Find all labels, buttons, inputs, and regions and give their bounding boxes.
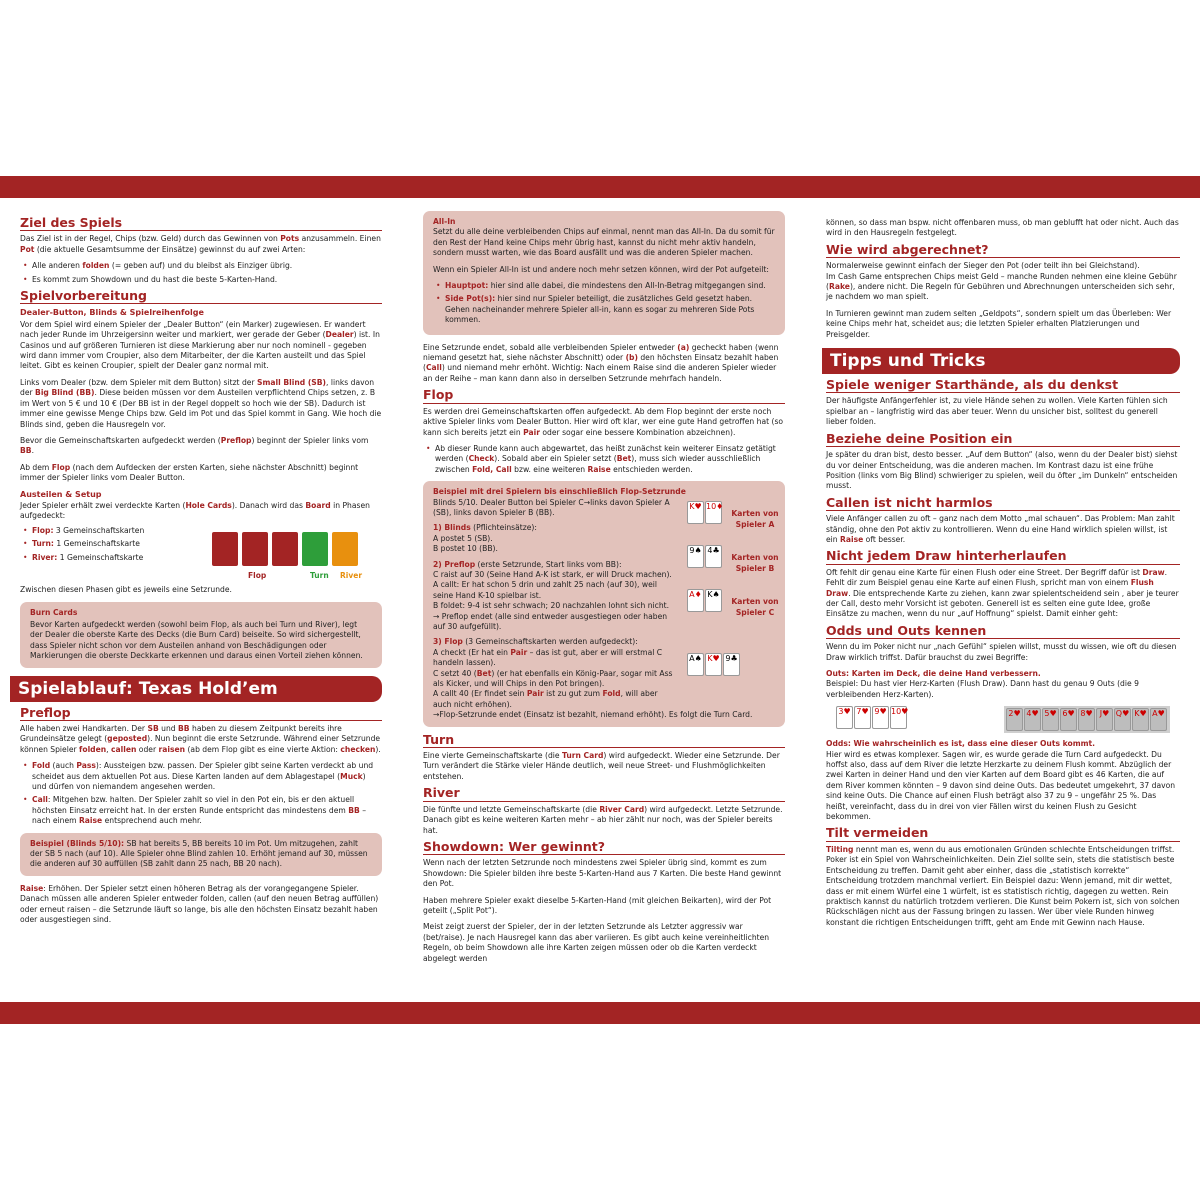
playing-card: 10♥ [890,706,907,729]
step-preflop: 2) Preflop (erste Setzrunde, Start links vom BB): [433,559,622,569]
phase-cards [212,532,382,581]
flop-card [242,532,268,566]
outs-cards [836,706,1170,733]
step-line: →Flop-Setzrunde endet (Einsatz ist bezahlt, niemand erhöht). Es folgt die Turn Card. [433,710,753,720]
turn-card [302,532,328,566]
hand-a-label: Karten von Spieler A [731,509,779,529]
hand-c-label: Karten von Spieler C [731,597,779,617]
heading-vorbereitung: Spielvorbereitung [20,291,382,304]
playing-card: 2♥ [1006,708,1023,731]
tipp-1-text: Der häufigste Anfängerfehler ist, zu viele Hände sehen zu wollen. Viele Karten fühlen sich spielbar an – langfristig wird das aber teuer. Wenn du unsicher bist, solltest du generell lieber folden. [826,396,1168,427]
all-in-box [423,211,785,335]
list-item: • Es kommt zum Showdown und du hast die beste 5-Karten-Hand. [20,275,382,285]
flop-text: Es werden drei Gemeinschaftskarten offen aufgedeckt. Ab dem Flop beginnt der erste noch aktive Spieler links vom Dealer Button. Hier wird oft klar, wer eine gute Hand getroffen hat (so kann sich bereits jetzt ein Pair oder sogar eine bessere Kombination abzeichnen). [423,406,784,437]
heading-tipp-1: Spiele weniger Starthände, als du denkst [826,380,1180,393]
burn-cards-text: Bevor Karten aufgedeckt werden (sowohl beim Flop, als auch bei Turn und River), legt der Dealer die oberste Karte des Decks (die Burn Card) beiseite. So wird sichergestellt, dass Spieler nicht schon vor dem Austeilen anhand von Beschädigungen oder Markierungen die oberste Deckkarte erkennen und daraus einen Vorteil ziehen können. [30,619,363,661]
hand-a [687,501,723,524]
list-item: • River: 1 Gemeinschaftskarte [20,553,206,563]
step-line: A callt: Er hat schon 5 drin und zahlt 25 nach (auf 30), weil seine Hand K-10 spielbar ist. [433,580,657,600]
raise-text: Raise: Erhöhen. Der Spieler setzt einen höheren Betrag als der vorangegangene Spieler. Danach müssen alle anderen Spieler entweder folden, callen (auf den neuen Betrag auffüllen) oder erneut raisen – die Setzrunde läuft so lange, bis alle den höchsten Einsatz bezahlt haben oder ausgestiegen sind. [20,883,379,925]
playing-card: A♠ [687,653,704,676]
playing-card: 7♥ [854,706,871,729]
step-flop: 3) Flop (3 Gemeinschaftskarten werden aufgedeckt): [433,637,638,647]
all-in-title: All-In [433,217,456,226]
tipp-5-text: Wenn du im Poker nicht nur „nach Gefühl“ spielen willst, musst du wissen, wie oft du diesen Draw wirklich triffst. Dafür brauchst du zwei Begriffe: [826,642,1177,662]
step-line: B foldet: 9-4 ist sehr schwach; 20 nachzahlen lohnt sich nicht. [433,601,670,611]
flop-label: Flop [248,571,267,581]
tipp-3-text: Viele Anfänger callen zu oft – ganz nach dem Motto „mal schauen“. Das Problem: Man zahlt ständig, ohne den Pot aktiv zu kontrollieren. Wenn du eine Hand wirklich spielen willst, ist ein Raise oft besser. [826,514,1175,544]
river-text: Die fünfte und letzte Gemeinschaftskarte (die River Card) wird aufgedeckt. Letzte Setzrunde. Danach gibt es keine weiteren Karten mehr – ab hier zählt nur noch, was der Spieler bereits hat. [423,804,783,835]
turn-text: Eine vierte Gemeinschaftskarte (die Turn Card) wird aufgedeckt. Wieder eine Setzrunde. Der Turn verändert die Stärke vieler Hände deutlich, weil neue Street- und Flushmöglichkeiten entstehen. [423,751,780,781]
river-card [332,532,358,566]
playing-card: 4♣ [705,545,722,568]
playing-card: A♥ [1150,708,1167,731]
aktionen-list [20,761,382,826]
hand-b-label: Karten von Spieler B [731,553,779,573]
flop-card [212,532,238,566]
list-item: • Turn: 1 Gemeinschaftskarte [20,539,206,549]
austeilen-text: Jeder Spieler erhält zwei verdeckte Karten (Hole Cards). Danach wird das Board in Phasen aufgedeckt: [20,500,370,521]
tipp-6-text: Tilting nennt man es, wenn du aus emotionalen Gründen schlechte Entscheidungen triffst. Poker ist ein Spiel von Wahrscheinlichkeiten. Dein Ziel sollte sein, stets die statistisch beste Entscheidung zu treffen. Damit geht aber einher, dass die „statistisch korrekte“ Entscheidung trotzdem manchmal verliert. Ein Beispiel dazu: Wenn jemand, mit dir wettet, dass er mit einem Würfel eine 1 würfelt, ist es statistisch richtig, dagegen zu wetten. Rein praktisch kannst du natürlich trotzdem verlieren. Die Kunst beim Pokern ist, sich von solchen Rückschlägen nicht aus der Fassung bringen zu lassen. Wer über viele Runden hinweg konstant die richtigen Entscheidungen trifft, geht am Ende mit Gewinn nach Hause. [826,844,1180,927]
column-2 [423,211,785,970]
example-title: Beispiel mit drei Spielern bis einschließlich Flop-Setzrunde [433,487,686,497]
zwischen-text: Zwischen diesen Phasen gibt es jeweils eine Setzrunde. [20,585,232,595]
playing-card: 8♥ [1078,708,1095,731]
column-1 [20,212,382,932]
odds-title: Odds: Wie wahrscheinlich es ist, dass eine dieser Outs kommt. [826,739,1096,749]
step-line: A postet 5 (SB). [433,533,493,543]
subheading-dealer: Dealer-Button, Blinds & Spielreihenfolge [20,308,204,318]
flop-start-text: Ab dem Flop (nach dem Aufdecken der ersten Karten, siehe nächster Abschnitt) beginnt immer der Spieler links vom Dealer Button. [20,462,359,483]
list-item: • Flop: 3 Gemeinschaftskarten [20,526,206,536]
list-item: • Side Pot(s): hier sind nur Spieler beteiligt, die zusätzliches Geld gesetzt haben. Gehen nacheinander mehrere Spieler all-in, kann es sogar zu mehreren Side Pots kommen. [433,294,775,325]
step-blinds: 1) Blinds (Pflichteinsätze): [433,523,537,533]
ziel-list [20,261,382,285]
phase-list [20,526,206,566]
heading-flop: Flop [423,390,785,403]
turn-label: Turn [310,571,329,581]
playing-card: 9♣ [723,653,740,676]
outs-set [1004,706,1170,733]
playing-card: 4♥ [1024,708,1041,731]
heading-abrechnung: Wie wird abgerechnet? [826,245,1180,258]
heading-ziel: Ziel des Spiels [20,218,382,231]
all-in-text: Setzt du alle deine verbleibenden Chips auf einmal, nennt man das All-In. Da du somit für den Rest der Hand keine Chips mehr übrig hast, kannst du nicht mehr aktiv handeln, sondern musst warten, wie das Board ausfällt und was die anderen Spieler machen. [433,227,775,258]
continued-text: können, so dass man bspw. nicht offenbaren muss, ob man geblufft hat oder nicht. Auch das wird in den Hausregeln festgelegt. [826,218,1179,238]
check-list [423,444,785,475]
playing-card: 10♦ [705,501,722,524]
playing-card: 3♥ [836,706,853,729]
outs-title: Outs: Karten im Deck, die deine Hand verbessern. [826,669,1041,678]
playing-card: 9♠ [687,545,704,568]
board-cards [687,653,741,676]
phases-block [20,526,382,581]
showdown-text-1: Wenn nach der letzten Setzrunde noch mindestens zwei Spieler übrig sind, kommt es zum Showdown: Die Spieler bilden ihre beste 5-Karten-Hand aus 7 Karten. Die beste Hand gewinnt den Pot. [423,858,782,889]
pot-list [433,281,775,326]
tipp-2-text: Je später du dran bist, desto besser. „Auf dem Button“ (also, wenn du der Dealer bist) siehst du vor deiner Entscheidung, was die anderen machen. Im Kontrast dazu ist eine frühe Position (links vom Big Blind) schwieriger zu spielen, weil du öfter „im Dunkeln“ entscheiden musst. [826,450,1178,491]
playing-card: K♥ [687,501,704,524]
list-item: • Hauptpot: hier sind alle dabei, die mindestens den All-In-Betrag mitgegangen sind. [433,281,775,291]
playing-card: Q♥ [1114,708,1131,731]
top-band [0,176,1200,198]
ziel-text: Das Ziel ist in der Regel, Chips (bzw. Geld) durch das Gewinnen von Pots anzusammeln. Einen Pot (die aktuelle Gesamtsumme der Einsätze) gewinnst du auf zwei Arten: [20,234,381,254]
step-line: A checkt (Er hat ein Pair – das ist gut, aber er will erstmal C handeln lassen). [433,647,663,668]
heading-tipp-3: Callen ist nicht harmlos [826,498,1180,511]
playing-card: J♥ [1096,708,1113,731]
list-item: • Alle anderen folden (= geben auf) und du bleibst als Einziger übrig. [20,261,382,271]
step-line: C setzt 40 (Bet) (er hat ebenfalls ein König-Paar, sogar mit Ass als Kicker, und will Chips in den Pot bringen). [433,668,673,689]
heading-tipp-2: Beziehe deine Position ein [826,434,1180,447]
odds-text: Hier wird es etwas komplexer. Sagen wir, es wurde gerade die Turn Card aufgedeckt. Du hoffst also, dass auf dem River die letzte Herzkarte zu deinem Flush kommt. Abzüglich der zwei Karten in deiner Hand und den vier Karten auf dem Board gibt es 46 Karten, die auf dem River kommen könnten – 9 davon sind deine Outs. Das bedeutet umgekehrt, 37 davon sind keine Outs. Die Chance auf einen Flush beträgt also 37 zu 9 – ungefähr 25 %. Das heißt, vereinfacht, dass du in drei von vier Fällen wirst du keinen Flush zu Gesicht bekommen. [826,749,1176,822]
spielablauf-banner: Spielablauf: Texas Hold’em [10,676,382,702]
setzrunde-text: Eine Setzrunde endet, sobald alle verbleibenden Spieler entweder (a) gecheckt haben (wenn niemand gesetzt hat, siehe nächster Abschnitt) oder (b) den höchsten Einsatz bezahlt haben (Call) und niemand mehr erhöht. Wichtig: Nach einem Raise sind die anderen Spieler wieder an der Reihe – man kann dann also in derselben Setzrunde mehrfach handeln. [423,342,779,383]
dealer-text: Vor dem Spiel wird einem Spieler der „Dealer Button“ (ein Marker) zugewiesen. Er wandert nach jeder Runde im Uhrzeigersinn weiter und markiert, wer gerade der Geber (Dealer) ist. In Casinos und auf größeren Turnieren ist diese Markierung aber nur noch nominell - gegeben wird dann immer vom Croupier, also dem Mitarbeiter, der die Karten austeilt und das Spiel leitet. Gibt es keinen Croupier, spielt der Dealer ganz normal mit. [20,319,380,371]
heading-showdown: Showdown: Wer gewinnt? [423,842,785,855]
hand-c [687,589,723,612]
abrechnung-text: Normalerweise gewinnt einfach der Sieger den Pot (oder teilt ihn bei Gleichstand). Im Cash Game entsprechen Chips meist Geld – manche Runden nehmen eine kleine Gebühr (Rake), andere nicht. Die Regeln für Gebühren und Abrechnungen unterscheiden sich sehr, je nachdem wo man spielt. [826,261,1177,302]
step-line: B postet 10 (BB). [433,544,498,554]
playing-card: 5♥ [1042,708,1059,731]
showdown-text-3: Meist zeigt zuerst der Spieler, der in der letzten Setzrunde als Letzter aggressiv war (bet/raise). Je nach Hausregel kann das aber variieren. Es gibt auch keine vereinheitlichten Regeln, ob beim Showdown alle ihre Karten zeigen müssen oder ob die Karten verdeckt abgelegt werden [423,922,770,963]
step-line: C raist auf 30 (Seine Hand A-K ist stark, er will Druck machen). [433,569,672,579]
heading-river: River [423,788,785,801]
playing-card: 9♥ [872,706,889,729]
step-line: → Preflop endet (alle sind entweder ausgestiegen oder haben auf 30 aufgefüllt). [433,611,668,631]
playing-card: K♥ [1132,708,1149,731]
burn-cards-title: Burn Cards [30,607,78,617]
heading-tipp-6: Tilt vermeiden [826,828,1180,841]
river-label: River [340,571,363,581]
list-item: • Call: Mitgehen bzw. halten. Der Spieler zahlt so viel in den Pot ein, bis er den aktuell höchsten Einsatz erreicht hat. In der ersten Runde entspricht das mindestens dem BB – nach einem Raise entsprechend auch mehr. [20,795,382,826]
playing-card: K♠ [705,589,722,612]
turnier-text: In Turnieren gewinnt man zudem selten „Geldpots“, sondern spielt um das Überleben: Wer keine Chips mehr hat, scheidet aus; die letzten Spieler erhalten Platzierungen und Preisgelder. [826,308,1172,339]
heading-turn: Turn [423,735,785,748]
preflop-text: Alle haben zwei Handkarten. Der SB und BB haben zu diesem Zeitpunkt bereits ihre Grundeinsätze gelegt (geposted). Nun beginnt die erste Setzrunde. Während einer Setzrunde können Spieler folden, callen oder raisen (ab dem Flop gibt es eine vierte Aktion: checken). [20,724,381,754]
flush-draw-hand [836,706,908,733]
heading-tipp-5: Odds und Outs kennen [826,626,1180,639]
bottom-band [0,1002,1200,1024]
example-intro: Blinds 5/10. Dealer Button bei Spieler C→links davon Spieler A (SB), links davon Spieler B (BB). [433,497,670,517]
list-item: • Fold (auch Pass): Aussteigen bzw. passen. Der Spieler gibt seine Karten verdeckt ab und scheidet aus dem aktuellen Pot aus. Diese Karten landen auf dem Ablagestapel (Muck) und dürfen von niemandem angesehen werden. [20,761,382,792]
outs-text: Beispiel: Du hast vier Herz-Karten (Flush Draw). Dann hast du genau 9 Outs (die 9 verbleibenden Herz-Karten). [826,679,1139,699]
blinds-example-box: Beispiel (Blinds 5/10): SB hat bereits 5, BB bereits 10 im Pot. Um mitzugehen, zahlt der SB 5 nach (auf 10). Alle Spieler ohne Blind zahlen 10. Erhöht jemand auf 30, müssen die anderen auf 30 auffüllen (SB zahlt dann 25 nach, BB 20 nach). [20,833,382,876]
tipps-banner: Tipps und Tricks [822,348,1180,374]
all-in-split-text: Wenn ein Spieler All-In ist und andere noch mehr setzen können, wird der Pot aufgeteilt: [433,264,769,274]
heading-preflop: Preflop [20,708,382,721]
playing-card: 6♥ [1060,708,1077,731]
preflop-start-text: Bevor die Gemeinschaftskarten aufgedeckt werden (Preflop) beginnt der Spieler links vom BB. [20,435,369,456]
subheading-austeilen: Austeilen & Setup [20,489,102,499]
showdown-text-2: Haben mehrere Spieler exakt dieselbe 5-Karten-Hand (mit gleichen Beikarten), wird der Pot geteilt („Split Pot“). [423,895,772,915]
column-3 [826,218,1180,934]
example-box [423,481,785,727]
playing-card: K♥ [705,653,722,676]
step-line: A callt 40 (Er findet sein Pair ist zu gut zum Fold, will aber auch nicht erhöhen). [433,689,658,709]
playing-card: A♦ [687,589,704,612]
blinds-text: Links vom Dealer (bzw. dem Spieler mit dem Button) sitzt der Small Blind (SB), links davon der Big Blind (BB). Diese beiden müssen vor dem Austeilen verpflichtend Chips setzen, z. B im Wert von 5 € und 10 € (Der BB ist in der Regel doppelt so hoch wie der SB). Dadurch ist immer eine gewisse Menge Chips bzw. Geld im Pot und das Spiel kommt in Gang. Wie hoch die Blinds sind, geben die Hausregeln vor. [20,377,382,429]
burn-cards-box [20,602,382,668]
tipp-4-text: Oft fehlt dir genau eine Karte für einen Flush oder eine Street. Der Begriff dafür ist Draw. Fehlt dir zum Beispiel genau eine Karte auf einen Flush, spricht man von einem Flush Draw. Die entsprechende Karte zu ziehen, kann zwar spielentscheidend sein , aber je teurer der Call, desto mehr Vorsicht ist geboten. Generell ist es selten eine gute Idee, große Einsätze zu machen, wenn du nur „auf Hoffnung“ spielst. Damit einher geht: [826,567,1179,619]
flop-card [272,532,298,566]
list-item: • Ab dieser Runde kann auch abgewartet, das heißt zunächst kein weiterer Einsatz getätigt werden (Check). Sobald aber ein Spieler setzt (Bet), muss sich wieder ausschließlich zwischen Fold, Call bzw. eine weiteren Raise entschieden werden. [423,444,785,475]
heading-tipp-4: Nicht jedem Draw hinterherlaufen [826,551,1180,564]
hand-b [687,545,723,568]
